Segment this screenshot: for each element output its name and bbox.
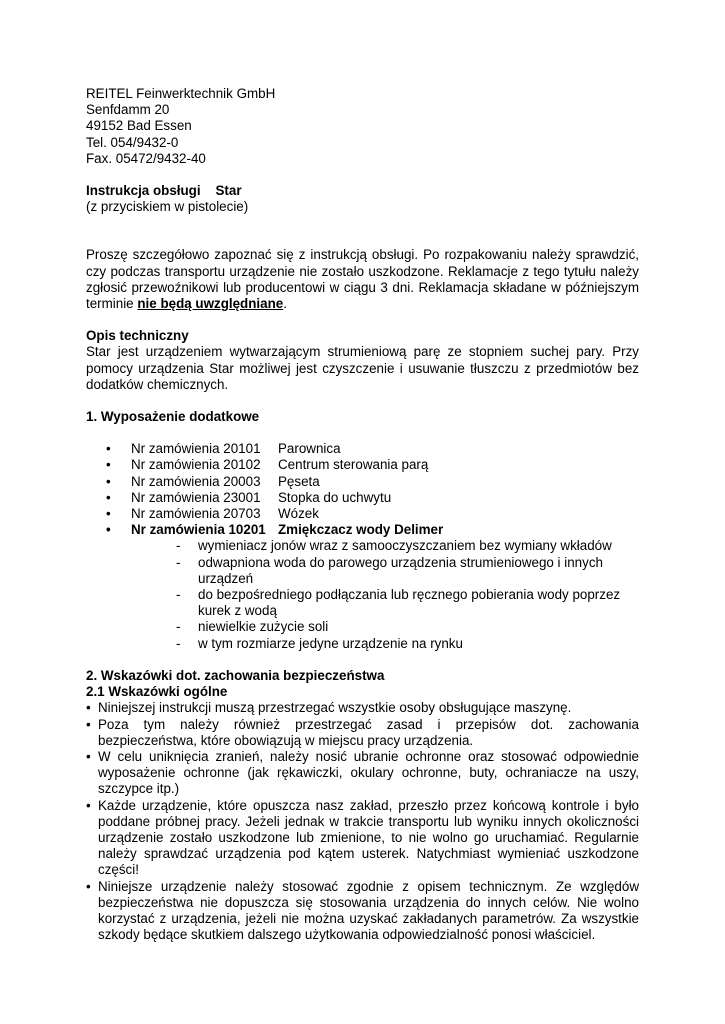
city: 49152 Bad Essen xyxy=(86,118,192,134)
item-name: Zmiękczacz wody Delimer xyxy=(278,522,444,538)
item-name: Wózek xyxy=(278,506,319,522)
safety-heading: 2. Wskazówki dot. zachowania bezpieczeństwa xyxy=(86,667,385,683)
fax: Fax. 05472/9432-40 xyxy=(86,150,206,166)
title-prefix: Instrukcja obsługi xyxy=(86,183,201,199)
feature-item: - odwapniona woda do parowego urządzenia strumieniowego i innych urządzeń xyxy=(86,555,638,587)
document-title xyxy=(86,183,639,215)
safety-list xyxy=(86,700,639,943)
list-item xyxy=(86,474,639,490)
order-code: Nr zamówienia 23001 xyxy=(131,489,261,505)
technical-heading: Opis techniczny xyxy=(86,328,189,344)
intro-end: . xyxy=(283,296,287,312)
accessories-list xyxy=(86,441,639,538)
safety-item: • Niniejszej instrukcji muszą przestrzegać wszystkie osoby obsługujące maszynę. xyxy=(86,700,639,716)
telephone: Tel. 054/9432-0 xyxy=(86,134,179,150)
feature-item: - do bezpośredniego podłączania lub ręcznego pobierania wody poprzez kurek z wodą xyxy=(86,587,638,619)
intro-emphasis: nie będą uwzględniane xyxy=(137,296,284,312)
company-name: REITEL Feinwerktechnik GmbH xyxy=(86,86,276,101)
order-code: Nr zamówienia 20703 xyxy=(131,506,261,522)
delimer-features xyxy=(86,538,639,651)
order-code: Nr zamówienia 20101 xyxy=(131,441,261,457)
accessories-heading: 1. Wyposażenie dodatkowe xyxy=(86,409,260,425)
safety-section xyxy=(86,668,639,943)
list-item xyxy=(86,441,639,457)
safety-subheading: 2.1 Wskazówki ogólne xyxy=(86,684,228,700)
technical-text: Star jest urządzeniem wytwarzającym strumieniową parę ze stopniem suchej pary. Przy pomocy urządzenia Star możliwej jest czyszczenie i usuwanie tłuszczu z przedmiotów bez dodatków chemicznych. xyxy=(86,344,639,392)
order-code: Nr zamówienia 20102 xyxy=(131,457,261,473)
item-name: Pęseta xyxy=(278,473,320,489)
feature-item: - w tym rozmiarze jedyne urządzenie na rynku xyxy=(86,636,638,652)
feature-item: - wymieniacz jonów wraz z samooczyszczaniem bez wymiany wkładów xyxy=(86,538,638,554)
item-name: Stopka do uchwytu xyxy=(278,489,392,505)
document-content xyxy=(86,86,639,943)
intro-text: Proszę szczegółowo zapoznać się z instrukcją obsługi. Po rozpakowaniu należy sprawdzić, czy podczas transportu urządzenie nie zostało uszkodzone. Reklamacje z tego tytułu należy zgłosić przewoźnikowi lub producentowi w ciągu 3 dni. Reklamacja składane w późniejszym terminie xyxy=(86,247,639,312)
safety-item: • W celu uniknięcia zranień, należy nosić ubranie ochronne oraz stosować odpowiednie wyposażenie ochronne (jak rękawiczki, okulary ochronne, buty, ochraniacze na uszy, szczypce itp.) xyxy=(86,749,639,798)
accessories-section xyxy=(86,409,639,652)
list-item xyxy=(86,490,639,506)
technical-section xyxy=(86,328,639,393)
order-code: Nr zamówienia 10201 xyxy=(131,522,266,538)
order-code: Nr zamówienia 20003 xyxy=(131,473,261,489)
intro-paragraph xyxy=(86,247,639,312)
item-name: Parownica xyxy=(278,441,341,457)
list-item xyxy=(86,506,639,522)
safety-item: • Poza tym należy również przestrzegać zasad i przepisów dot. zachowania bezpieczeństwa, które obowiązują w miejscu pracy urządzenia. xyxy=(86,717,639,749)
title-model: Star xyxy=(215,183,242,199)
safety-item: • Niniejsze urządzenie należy stosować zgodnie z opisem technicznym. Ze względów bezpieczeństwa nie dopuszcza się stosowania urządzenia do innych celów. Nie wolno korzystać z urządzenia, jeżeli nie można uzyskać zakładanych parametrów. Za wszystkie szkody będące skutkiem dalszego użytkowania odpowiedzialność ponosi właściciel. xyxy=(86,879,639,944)
list-item xyxy=(86,457,639,473)
title-subtitle: (z przyciskiem w pistolecie) xyxy=(86,199,249,215)
sender-address xyxy=(86,86,639,167)
item-name: Centrum sterowania parą xyxy=(278,457,429,473)
safety-item: • Każde urządzenie, które opuszcza nasz zakład, przeszło przez końcową kontrole i było poddane próbnej pracy. Jeżeli jednak w trakcie transportu lub wyniku innych okoliczności urządzenie zostało uszkodzone lub zmienione, to nie wolno go uruchamiać. Regularnie należy sprawdzać urządzenia pod kątem usterek. Natychmiast wymieniać uszkodzone części! xyxy=(86,798,639,879)
street: Senfdamm 20 xyxy=(86,102,170,118)
list-item xyxy=(86,522,639,538)
feature-item: - niewielkie zużycie soli xyxy=(86,619,638,635)
